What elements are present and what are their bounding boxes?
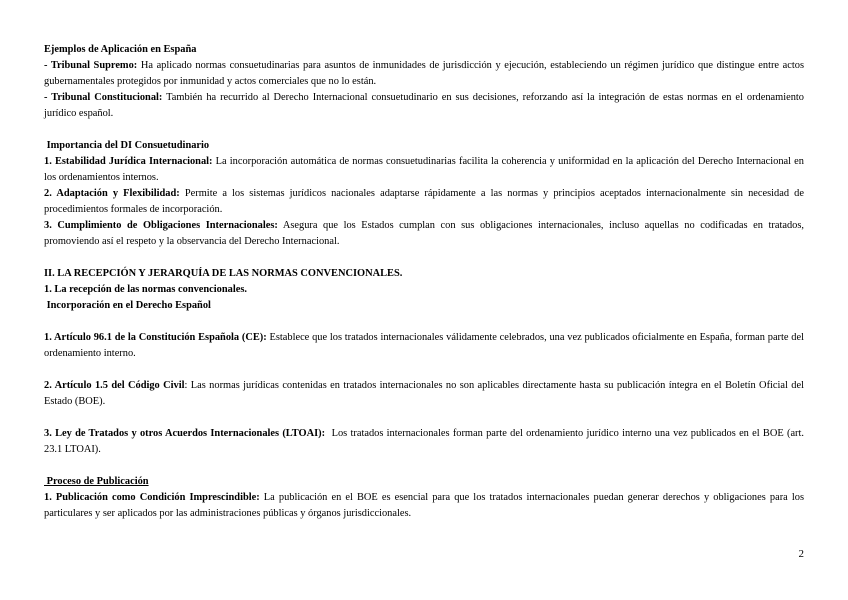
paragraph-tribunal-supremo [44, 58, 804, 90]
page-number: 2 [798, 548, 804, 560]
text-tribunal-supremo: Ha aplicado normas consuetudinarias para asuntos de inmunidades de jurisdicción y ejecución, estableciendo un régimen jurídico que distingue entre actos gubernamentales protegidos por inmunidad y actos comerciales que no lo están. [44, 60, 804, 87]
text-importancia-2: Permite a los sistemas jurídicos nacionales adaptarse rápidamente a las normas y principios aceptados internacionalmente sin necesidad de procedimientos formales de incorporación. [44, 188, 804, 215]
heading-recepcion: 1. La recepción de las normas convencionales. [44, 284, 247, 295]
label-articulo-1-5: 2. Artículo 1.5 del Código Civil [44, 380, 185, 391]
heading-section-ii: II. LA RECEPCIÓN Y JERARQUÍA DE LAS NORMAS CONVENCIONALES. [44, 268, 403, 279]
text-importancia-1: La incorporación automática de normas consuetudinarias facilita la coherencia y uniformidad en la aplicación del Derecho Internacional en los ordenamientos internos. [44, 156, 804, 183]
label-tribunal-constitucional: - Tribunal Constitucional: [44, 92, 163, 103]
paragraph-tribunal-constitucional [44, 90, 804, 122]
heading-ejemplos: Ejemplos de Aplicación en España [44, 44, 197, 55]
label-importancia-2: 2. Adaptación y Flexibilidad: [44, 188, 180, 199]
paragraph-articulo-96 [44, 330, 804, 362]
text-articulo-1-5: : Las normas jurídicas contenidas en tratados internacionales no son aplicables directamente hasta su publicación íntegra en el Boletín Oficial del Estado (BOE). [44, 380, 804, 407]
paragraph-importancia-1 [44, 154, 804, 186]
label-importancia-3: 3. Cumplimiento de Obligaciones Internacionales: [44, 220, 278, 231]
paragraph-importancia-3 [44, 218, 804, 250]
paragraph-ltoai [44, 426, 807, 458]
text-publicacion-1: La publicación en el BOE es esencial para que los tratados internacionales puedan generar derechos y obligaciones para los particulares y ser aplicados por las administraciones públicas y órganos jurisdiccionales. [44, 492, 804, 519]
label-publicacion-1: 1. Publicación como Condición Imprescindible: [44, 492, 260, 503]
text-importancia-3: Asegura que los Estados cumplan con sus obligaciones internacionales, incluso aquellas no codificadas en tratados, promoviendo así el respeto y la observancia del Derecho Internacional. [44, 220, 804, 247]
paragraph-importancia-2 [44, 186, 804, 218]
label-importancia-1: 1. Estabilidad Jurídica Internacional: [44, 156, 213, 167]
paragraph-articulo-1-5 [44, 378, 804, 410]
label-tribunal-supremo: - Tribunal Supremo: [44, 60, 138, 71]
heading-importancia: Importancia del DI Consuetudinario [44, 140, 210, 151]
text-ltoai: Los tratados internacionales forman parte del ordenamiento jurídico interno una vez publicados en el BOE (art. 23.1 LTOAI). [44, 428, 807, 455]
text-tribunal-constitucional: También ha recurrido al Derecho Internacional consuetudinario en sus decisiones, reforzando así la integración de estas normas en el ordenamiento jurídico español. [44, 92, 804, 119]
text-articulo-96: Establece que los tratados internacionales válidamente celebrados, una vez publicados oficialmente en España, forman parte del ordenamiento interno. [44, 332, 804, 359]
paragraph-publicacion-1 [44, 490, 804, 522]
label-ltoai: 3. Ley de Tratados y otros Acuerdos Internacionales (LTOAI): [44, 428, 326, 439]
heading-incorporacion: Incorporación en el Derecho Español [44, 300, 211, 311]
heading-proceso-publicacion: Proceso de Publicación [44, 476, 149, 487]
label-articulo-96: 1. Artículo 96.1 de la Constitución Española (CE): [44, 332, 267, 343]
